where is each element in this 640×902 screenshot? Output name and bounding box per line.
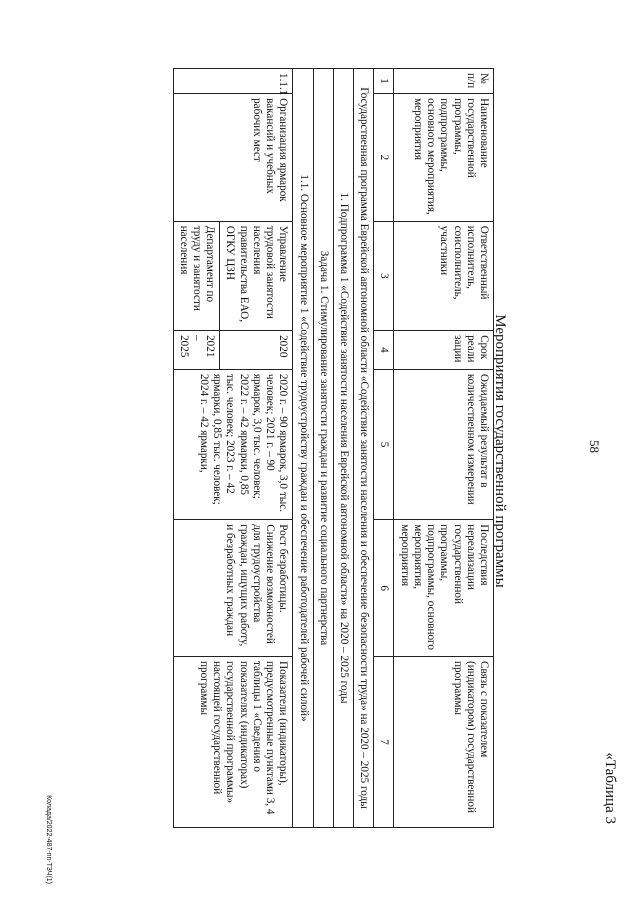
header-cell: Наименование государственной программы, подпрограммы, основного мероприятия, мероприятия	[394, 94, 494, 222]
task-title: Задача 1. Стимулирование занятости граждан и развитие социального партнерства	[313, 69, 333, 828]
executor-cell: Департамент по труду и занятости населения	[173, 221, 220, 330]
column-number: 2	[374, 94, 394, 222]
consequences-cell: Рост безработицы. Снижение возможностей для трудоустройства граждан, ищущих работу, и безработных граждан	[173, 520, 293, 657]
measure-name: Организация ярмарок вакансий и учебных рабочих мест	[173, 94, 293, 222]
column-number: 1	[374, 69, 394, 94]
header-row	[394, 69, 494, 828]
section-row	[313, 69, 333, 828]
table-label: «Таблица 3	[602, 752, 618, 824]
indicator-link-cell: Показатели (индикаторы), предусмотренные пунктами 3, 4 таблицы 1 «Сведения о показателях (индикаторах) государственной программы» настоящей государственной программы	[173, 656, 293, 827]
header-cell: Ожидаемый результат в количественном измерении	[394, 369, 494, 519]
measures-table	[173, 68, 494, 828]
subprogram-title: 1. Подпрограмма 1 «Содействие занятости населения Еврейской автономной области» на 2020 – 2025 годы	[333, 69, 353, 828]
header-cell: Ответственный исполнитель, соисполнитель, участники	[394, 221, 494, 330]
page-title: Мероприятия государственной программы	[492, 314, 508, 588]
column-number: 7	[374, 656, 394, 827]
table-row	[220, 69, 293, 828]
header-cell: № п/п	[394, 69, 494, 94]
column-number-row	[374, 69, 394, 828]
section-row	[354, 69, 374, 828]
column-number: 3	[374, 221, 394, 330]
result-cell: 2020 г. – 90 ярмарок, 3,0 тыс. человек; 2021 г. – 90 ярмарок, 3,0 тыс. человек; 2022 г. – 42 ярмарки, 0,85 тыс. человек; 2023 г. – 42 ярмарки, 0,85 тыс. человек; 2024 г. – 42 ярмарки,	[173, 369, 293, 519]
column-number: 6	[374, 520, 394, 657]
header-cell: Связь с показателем (индикатором) государственной программы	[394, 656, 494, 827]
term-cell: 2020	[220, 331, 293, 370]
section-row	[333, 69, 353, 828]
document-code: Колада/2022-487-пп-Т3Ч(1)	[45, 795, 52, 884]
header-cell: Последствия нереализации государственной программы, подпрограммы, основного мероприятия, мероприятия	[394, 520, 494, 657]
section-row	[293, 69, 313, 828]
header-cell: Срок реали зации	[394, 331, 494, 370]
row-number: 1.1.1	[173, 69, 293, 94]
column-number: 4	[374, 331, 394, 370]
main-measure-title: 1.1. Основное мероприятие 1 «Содействие трудоустройству граждан и обеспечение работодателей рабочей силой»	[293, 69, 313, 828]
page-number: 58	[587, 440, 602, 453]
program-title: Государственная программа Еврейской автономной области «Содействие занятости населения и обеспечение безопасности труда» на 2020 – 2025 годы	[354, 69, 374, 828]
term-cell: 2021 – 2025	[173, 331, 220, 370]
executor-cell: Управление трудовой занятости населения правительства ЕАО, ОГКУ ЦЗН	[220, 221, 293, 330]
column-number: 5	[374, 369, 394, 519]
